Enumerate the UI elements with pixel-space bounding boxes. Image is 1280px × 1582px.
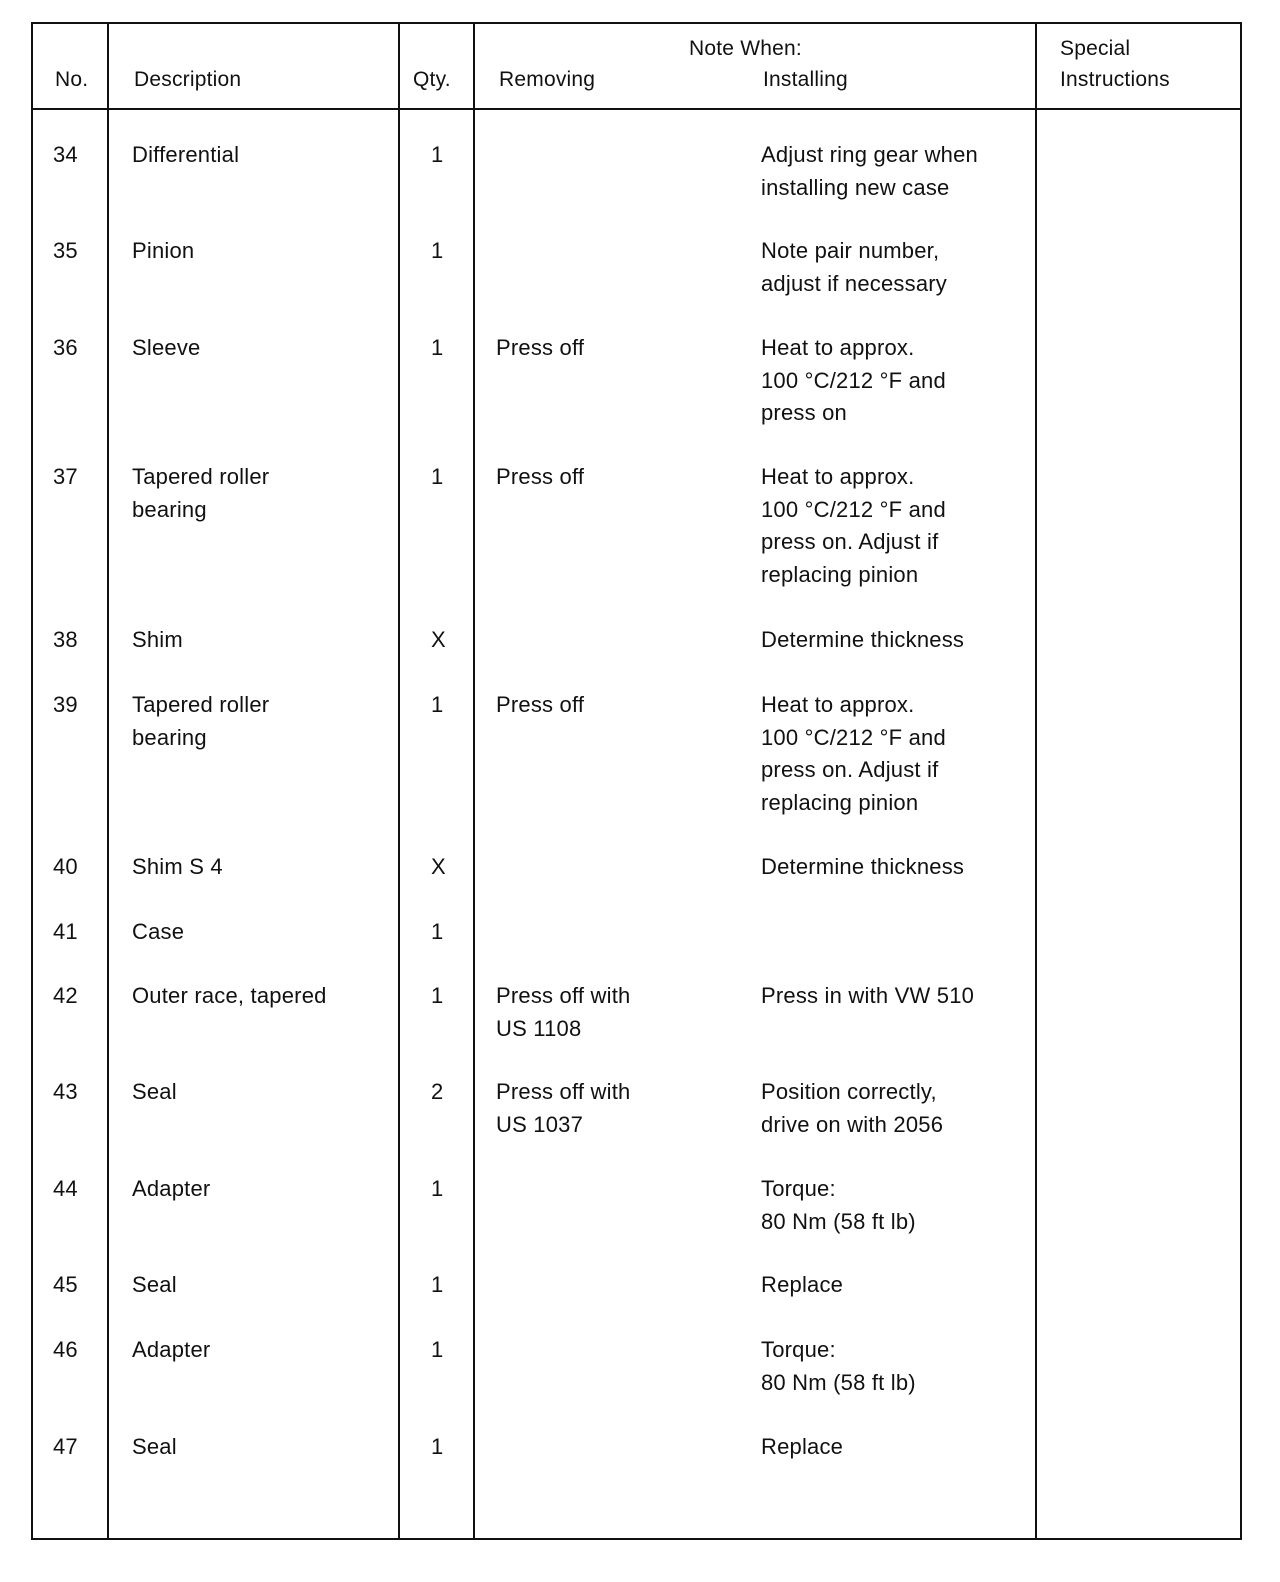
- row-installing: Heat to approx.: [761, 464, 915, 489]
- row-no: 44: [53, 1176, 78, 1201]
- row-no: 34: [53, 142, 78, 167]
- row-qty: X: [431, 854, 446, 879]
- row-no: 35: [53, 238, 78, 263]
- parts-table: [31, 22, 1242, 1540]
- row-installing: Replace: [761, 1272, 844, 1297]
- header-divider: [33, 108, 1240, 110]
- row-removing: Press off: [496, 335, 585, 360]
- row-qty: 1: [431, 238, 444, 263]
- row-description: Shim S 4: [132, 854, 223, 879]
- row-qty: X: [431, 627, 446, 652]
- row-qty: 1: [431, 919, 444, 944]
- row-description: Adapter: [132, 1337, 211, 1362]
- row-description: Seal: [132, 1434, 177, 1459]
- row-installing: adjust if necessary: [761, 270, 947, 296]
- row-description: Shim: [132, 627, 183, 652]
- row-no: 36: [53, 335, 78, 360]
- header-installing: Installing: [763, 68, 848, 91]
- row-qty: 1: [431, 142, 444, 167]
- row-installing: press on. Adjust if: [761, 757, 939, 782]
- row-qty: 1: [431, 335, 444, 360]
- row-description: bearing: [132, 724, 207, 750]
- header-special-line2: Instructions: [1060, 68, 1170, 91]
- row-installing: 100 °C/212 °F and: [761, 496, 946, 522]
- row-installing: 100 °C/212 °F and: [761, 724, 946, 750]
- row-installing: 100 °C/212 °F and: [761, 367, 946, 393]
- row-no: 40: [53, 854, 78, 879]
- row-installing: drive on with 2056: [761, 1111, 944, 1137]
- row-installing: Position correctly,: [761, 1079, 937, 1104]
- header-qty: Qty.: [413, 68, 451, 91]
- row-no: 47: [53, 1434, 78, 1459]
- row-qty: 1: [431, 464, 444, 489]
- row-removing: Press off: [496, 464, 585, 489]
- row-description: Adapter: [132, 1176, 211, 1201]
- row-installing: 80 Nm (58 ft lb): [761, 1208, 916, 1234]
- row-qty: 1: [431, 1434, 444, 1459]
- header-description: Description: [134, 68, 242, 91]
- row-no: 39: [53, 692, 78, 717]
- row-no: 45: [53, 1272, 78, 1297]
- row-no: 37: [53, 464, 78, 489]
- row-installing: Torque:: [761, 1176, 836, 1201]
- row-qty: 1: [431, 692, 444, 717]
- row-removing: US 1037: [496, 1111, 584, 1137]
- row-removing: Press off: [496, 692, 585, 717]
- row-no: 38: [53, 627, 78, 652]
- row-description: Sleeve: [132, 335, 201, 360]
- row-installing: replacing pinion: [761, 789, 919, 815]
- header-note-when: Note When:: [689, 37, 802, 60]
- column-divider-description: [398, 24, 400, 1538]
- row-description: Case: [132, 919, 185, 944]
- row-installing: replacing pinion: [761, 561, 919, 587]
- row-installing: Determine thickness: [761, 627, 965, 652]
- row-installing: press on. Adjust if: [761, 529, 939, 554]
- row-description: Seal: [132, 1079, 177, 1104]
- row-installing: 80 Nm (58 ft lb): [761, 1369, 916, 1395]
- row-description: bearing: [132, 496, 207, 522]
- row-installing: Determine thickness: [761, 854, 965, 879]
- column-divider-note-when: [1035, 24, 1037, 1538]
- row-qty: 1: [431, 1176, 444, 1201]
- row-qty: 1: [431, 1337, 444, 1362]
- header-special-line1: Special: [1060, 37, 1131, 60]
- row-no: 42: [53, 983, 78, 1008]
- row-installing: installing new case: [761, 174, 950, 200]
- row-description: Pinion: [132, 238, 195, 263]
- row-removing: Press off with: [496, 1079, 631, 1104]
- row-installing: Press in with VW 510: [761, 983, 975, 1008]
- row-installing: Heat to approx.: [761, 692, 915, 717]
- row-installing: Note pair number,: [761, 238, 940, 263]
- row-installing: Adjust ring gear when: [761, 142, 978, 167]
- row-description: Seal: [132, 1272, 177, 1297]
- row-installing: Replace: [761, 1434, 844, 1459]
- row-qty: 2: [431, 1079, 444, 1104]
- row-qty: 1: [431, 1272, 444, 1297]
- row-description: Tapered roller: [132, 464, 270, 489]
- column-divider-qty: [473, 24, 475, 1538]
- header-no: No.: [55, 68, 89, 91]
- row-removing: US 1108: [496, 1015, 582, 1041]
- row-no: 46: [53, 1337, 78, 1362]
- row-no: 43: [53, 1079, 78, 1104]
- row-description: Differential: [132, 142, 240, 167]
- row-installing: Heat to approx.: [761, 335, 915, 360]
- row-description: Outer race, tapered: [132, 983, 327, 1008]
- row-no: 41: [53, 919, 78, 944]
- row-installing: press on: [761, 400, 847, 425]
- row-qty: 1: [431, 983, 444, 1008]
- header-removing: Removing: [499, 68, 596, 91]
- row-removing: Press off with: [496, 983, 631, 1008]
- row-description: Tapered roller: [132, 692, 270, 717]
- row-installing: Torque:: [761, 1337, 836, 1362]
- column-divider-no: [107, 24, 109, 1538]
